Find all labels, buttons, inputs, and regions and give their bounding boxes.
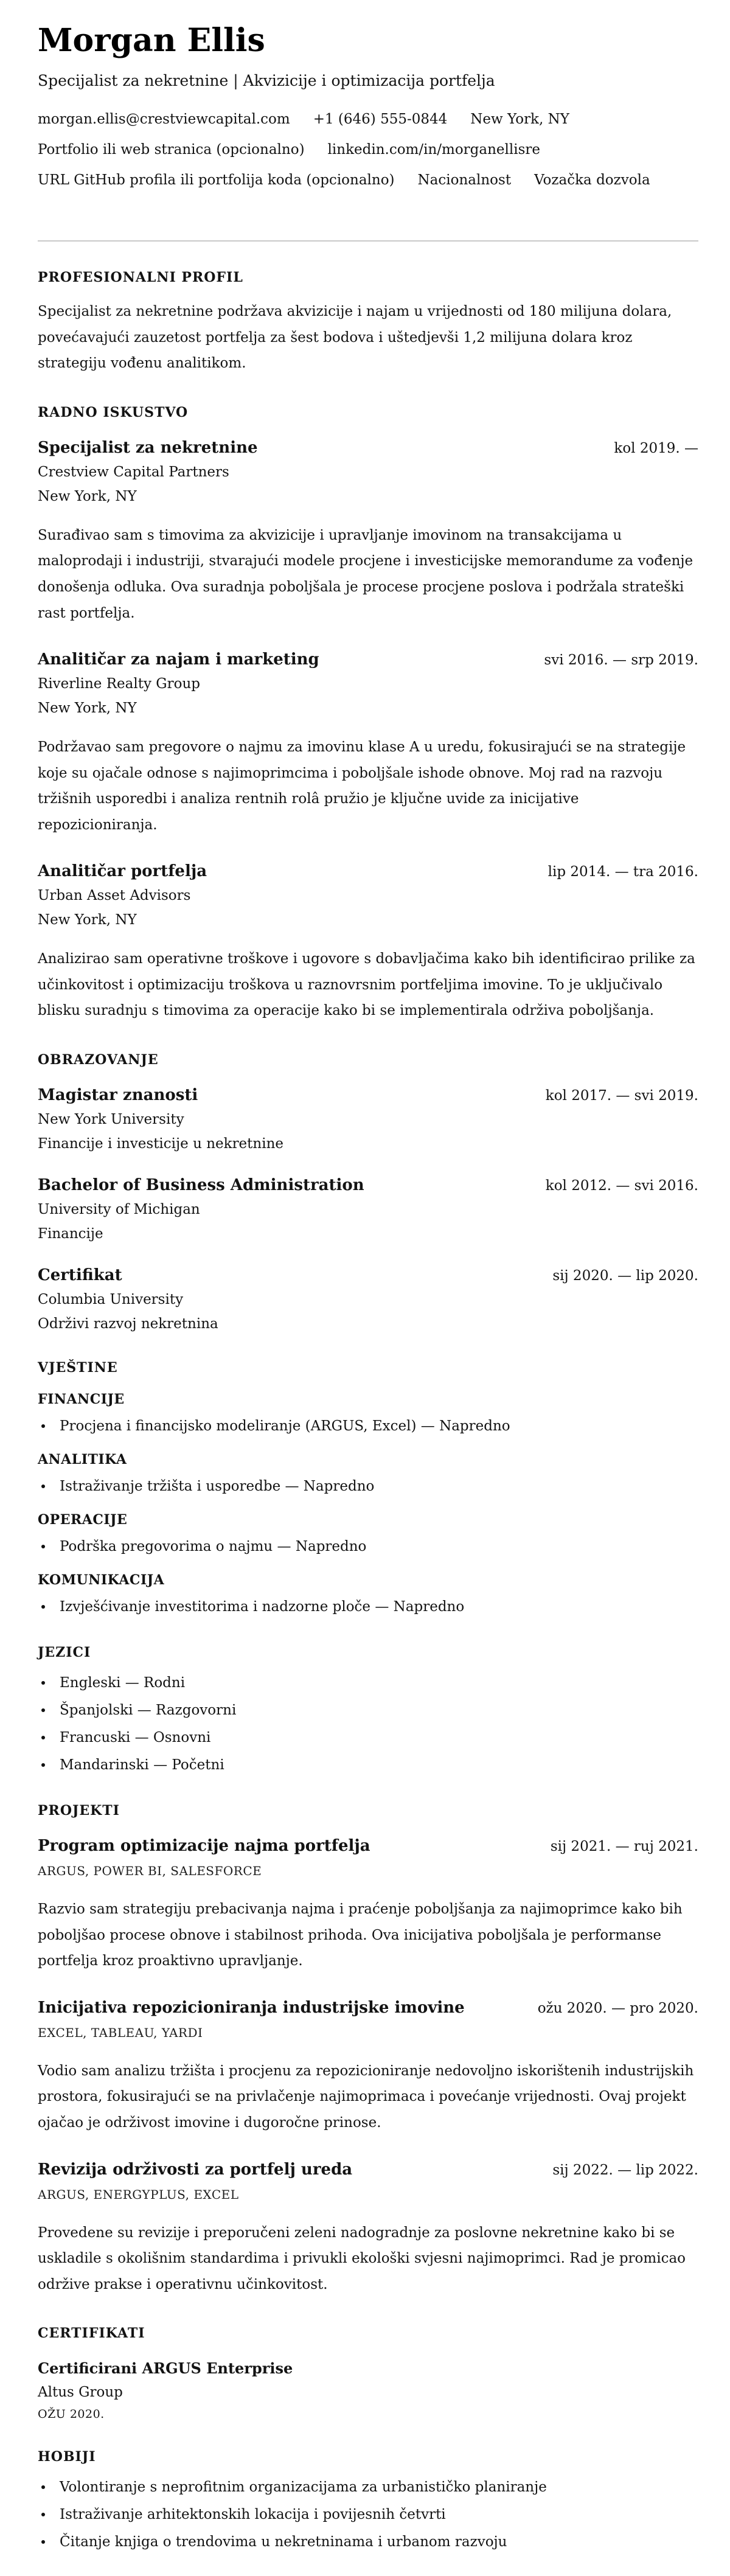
job-title: Specijalist za nekretnine (38, 438, 258, 457)
education-dates: kol 2017. — svi 2019. (545, 1087, 698, 1104)
contact-email: morgan.ellis@crestviewcapital.com (38, 111, 290, 128)
skill-item-text: Procjena i financijsko modeliranje (ARGUS, Excel) — Napredno (60, 1418, 510, 1434)
project-description: Vodio sam analizu tržišta i procjenu za repozicioniranje nedovoljno iskorištenih industrijskih prostora, fokusirajući se na privlačenje najimoprimaca i povećanje vrijednosti. Ovaj projekt ojačao je održivost imovine i dugoročne prinose. (38, 2063, 694, 2131)
skill-item (38, 1537, 698, 1556)
skill-item (38, 1598, 698, 1617)
contact-row-2 (38, 142, 698, 158)
bullet-dot-icon (41, 2540, 45, 2544)
job-company: Riverline Realty Group (38, 676, 201, 692)
project-dates: ožu 2020. — pro 2020. (537, 2000, 698, 2016)
section-profile (38, 270, 698, 377)
hobby-item-text: Istraživanje arhitektonskih lokacija i povijesnih četvrti (60, 2507, 446, 2523)
language-item-text: Španjolski — Razgovorni (60, 1702, 237, 1719)
bullet-dot-icon (41, 1605, 45, 1609)
bullet-dot-icon (41, 2513, 45, 2516)
education-entry (38, 1266, 698, 1332)
project-entry (38, 2160, 698, 2298)
header-divider (38, 240, 698, 242)
contact-portfolio-label: Portfolio ili web stranica (opcionalno) (38, 142, 305, 158)
section-skills (38, 1360, 698, 1617)
entry-head (38, 1999, 698, 2017)
bullet-dot-icon (41, 1424, 45, 1428)
bullet-dot-icon (41, 1708, 45, 1712)
section-education (38, 1052, 698, 1332)
language-item (38, 1701, 698, 1720)
job-description: Podržavao sam pregovore o najmu za imovinu klase A u uredu, fokusirajući se na strategije koje su ojačale odnose s najimoprimcima i poboljšale ishode obnove. Moj rad na razvoju tržišnih usporedbi i analiza rentnih rolâ pružio je ključne uvide za inicijative repozicioniranja. (38, 739, 686, 833)
contact-location: New York, NY (470, 111, 569, 128)
experience-entry (38, 862, 698, 1024)
school-name: New York University (38, 1111, 184, 1127)
education-dates: sij 2020. — lip 2020. (552, 1267, 698, 1284)
skill-item-text: Izvješćivanje investitorima i nadzorne ploče — Napredno (60, 1599, 465, 1615)
skill-item (38, 1477, 698, 1496)
certificate-title: Certificirani ARGUS Enterprise (38, 2359, 293, 2378)
skill-item (38, 1417, 698, 1436)
resume-header (38, 23, 698, 188)
job-title: Analitičar za najam i marketing (38, 650, 319, 669)
contact-linkedin: linkedin.com/in/morganellisre (327, 142, 541, 158)
section-experience (38, 405, 698, 1024)
profile-section-label: PROFESIONALNI PROFIL (38, 270, 243, 286)
certificate-entry (38, 2359, 698, 2421)
degree-title: Magistar znanosti (38, 1085, 198, 1104)
language-item-text: Francuski — Osnovni (60, 1730, 211, 1746)
job-dates: svi 2016. — srp 2019. (544, 652, 698, 669)
hobby-item (38, 2505, 698, 2524)
certificate-issuer: Altus Group (38, 2384, 123, 2401)
skill-group-analytics (38, 1452, 698, 1496)
skills-section-label: VJEŠTINE (38, 1359, 118, 1376)
project-title: Inicijativa repozicioniranja industrijske imovine (38, 1998, 465, 2017)
section-projects (38, 1803, 698, 2297)
language-item (38, 1756, 698, 1775)
job-dates: lip 2014. — tra 2016. (548, 864, 698, 880)
page-title: Morgan Ellis (38, 22, 265, 59)
entry-head (38, 1266, 698, 1284)
skill-group-label: FINANCIJE (38, 1391, 125, 1407)
entry-head (38, 439, 698, 457)
project-description: Razvio sam strategiju prebacivanja najma i praćenje poboljšanja za najimoprimce kako bih poboljšao procese obnove i stabilnost prihoda. Ova inicijativa poboljšala je performanse portfelja kroz proaktivno upravljanje. (38, 1901, 683, 1969)
certificate-date: OŽU 2020. (38, 2407, 105, 2421)
contact-driving-license-label: Vozačka dozvola (534, 172, 650, 189)
job-location: New York, NY (38, 700, 137, 717)
job-description: Analizirao sam operativne troškove i ugovore s dobavljačima kako bih identificirao prilike za učinkovitost i optimizaciju troškova u raznovrsnim portfeljima imovine. To je uključivalo blisku suradnju s timovima za operacije kako bi se implementirala održiva poboljšanja. (38, 951, 695, 1019)
school-name: Columbia University (38, 1291, 184, 1307)
skill-item-text: Istraživanje tržišta i usporedbe — Napredno (60, 1478, 375, 1494)
bullet-dot-icon (41, 1763, 45, 1767)
project-entry (38, 1999, 698, 2136)
contact-nationality-label: Nacionalnost (417, 172, 512, 189)
bullet-dot-icon (41, 1545, 45, 1548)
field-of-study: Financije (38, 1225, 103, 1242)
job-location: New York, NY (38, 912, 137, 928)
language-item-text: Mandarinski — Početni (60, 1757, 224, 1774)
bullet-dot-icon (41, 1681, 45, 1685)
bullet-dot-icon (41, 1736, 45, 1739)
degree-title: Certifikat (38, 1265, 122, 1284)
languages-section-label: JEZICI (38, 1645, 91, 1661)
language-item (38, 1674, 698, 1693)
job-company: Crestview Capital Partners (38, 464, 229, 480)
hobby-item-text: Čitanje knjiga o trendovima u nekretninama i urbanom razvoju (60, 2534, 507, 2550)
field-of-study: Financije i investicije u nekretnine (38, 1135, 284, 1152)
certificates-section-label: CERTIFIKATI (38, 2325, 145, 2342)
section-languages (38, 1645, 698, 1775)
language-item (38, 1728, 698, 1747)
professional-headline: Specijalist za nekretnine | Akvizicije i optimizacija portfelja (38, 72, 495, 90)
section-hobbies (38, 2449, 698, 2552)
education-entry (38, 1176, 698, 1242)
experience-entry (38, 650, 698, 838)
project-title: Revizija održivosti za portfelj ureda (38, 2160, 353, 2179)
job-dates: kol 2019. — (614, 440, 698, 456)
contact-row-3 (38, 172, 698, 188)
bullet-dot-icon (41, 2485, 45, 2489)
skill-group-finance (38, 1391, 698, 1436)
hobby-item (38, 2478, 698, 2497)
entry-head (38, 2160, 698, 2179)
education-dates: kol 2012. — svi 2016. (545, 1177, 698, 1194)
education-section-label: OBRAZOVANJE (38, 1051, 159, 1068)
experience-section-label: RADNO ISKUSTVO (38, 404, 189, 420)
job-company: Urban Asset Advisors (38, 888, 191, 904)
section-certificates (38, 2325, 698, 2421)
project-entry (38, 1837, 698, 1974)
skill-group-label: KOMUNIKACIJA (38, 1572, 165, 1589)
project-dates: sij 2022. — lip 2022. (552, 2162, 698, 2178)
skill-item-text: Podrška pregovorima o najmu — Napredno (60, 1538, 367, 1554)
bullet-dot-icon (41, 1485, 45, 1488)
hobby-item-text: Volontiranje s neprofitnim organizacijama za urbanističko planiranje (60, 2479, 547, 2496)
project-description: Provedene su revizije i preporučeni zeleni nadogradnje za poslovne nekretnine kako bi se uskladile s okolišnim standardima i privukli ekološki svjesni najimoprimci. Rad je promicao održive prakse i operativnu učinkovitost. (38, 2224, 686, 2292)
skill-group-operations (38, 1512, 698, 1556)
degree-title: Bachelor of Business Administration (38, 1175, 364, 1194)
project-title: Program optimizacije najma portfelja (38, 1837, 370, 1856)
profile-summary: Specijalist za nekretnine podržava akvizicije i najam u vrijednosti od 180 milijuna dolara, povećavajući zauzetost portfelja za šest bodova i uštedjevši 1,2 milijuna dolara kroz strategiju vođenu analitikom. (38, 304, 672, 372)
project-tools: ARGUS, POWER BI, SALESFORCE (38, 1864, 262, 1879)
entry-head (38, 1837, 698, 1855)
field-of-study: Održivi razvoj nekretnina (38, 1315, 218, 1332)
language-item-text: Engleski — Rodni (60, 1675, 186, 1691)
experience-entry (38, 439, 698, 626)
job-description: Surađivao sam s timovima za akvizicije i upravljanje imovinom na transakcijama u maloprodaji i industriji, stvarajući modele procjene i investicijske memorandume za vođenje donošenja odluka. Ova suradnja poboljšala je procese procjene poslova i podržala strateški rast portfelja. (38, 527, 693, 621)
project-tools: EXCEL, TABLEAU, YARDI (38, 2025, 203, 2040)
education-entry (38, 1086, 698, 1152)
entry-head (38, 1176, 698, 1194)
contact-github-label: URL GitHub profila ili portfolija koda (opcionalno) (38, 172, 395, 189)
skill-group-communication (38, 1572, 698, 1617)
entry-head (38, 1086, 698, 1104)
hobby-item (38, 2533, 698, 2552)
school-name: University of Michigan (38, 1201, 200, 1217)
projects-section-label: PROJEKTI (38, 1803, 120, 1819)
project-dates: sij 2021. — ruj 2021. (550, 1839, 698, 1855)
contact-phone: +1 (646) 555-0844 (313, 111, 448, 128)
job-title: Analitičar portfelja (38, 862, 207, 881)
hobbies-section-label: HOBIJI (38, 2449, 96, 2465)
skill-group-label: ANALITIKA (38, 1451, 127, 1467)
contact-row-1 (38, 111, 698, 127)
project-tools: ARGUS, ENERGYPLUS, EXCEL (38, 2187, 239, 2202)
job-location: New York, NY (38, 488, 137, 504)
entry-head (38, 862, 698, 880)
skill-group-label: OPERACIJE (38, 1511, 128, 1528)
entry-head (38, 650, 698, 669)
